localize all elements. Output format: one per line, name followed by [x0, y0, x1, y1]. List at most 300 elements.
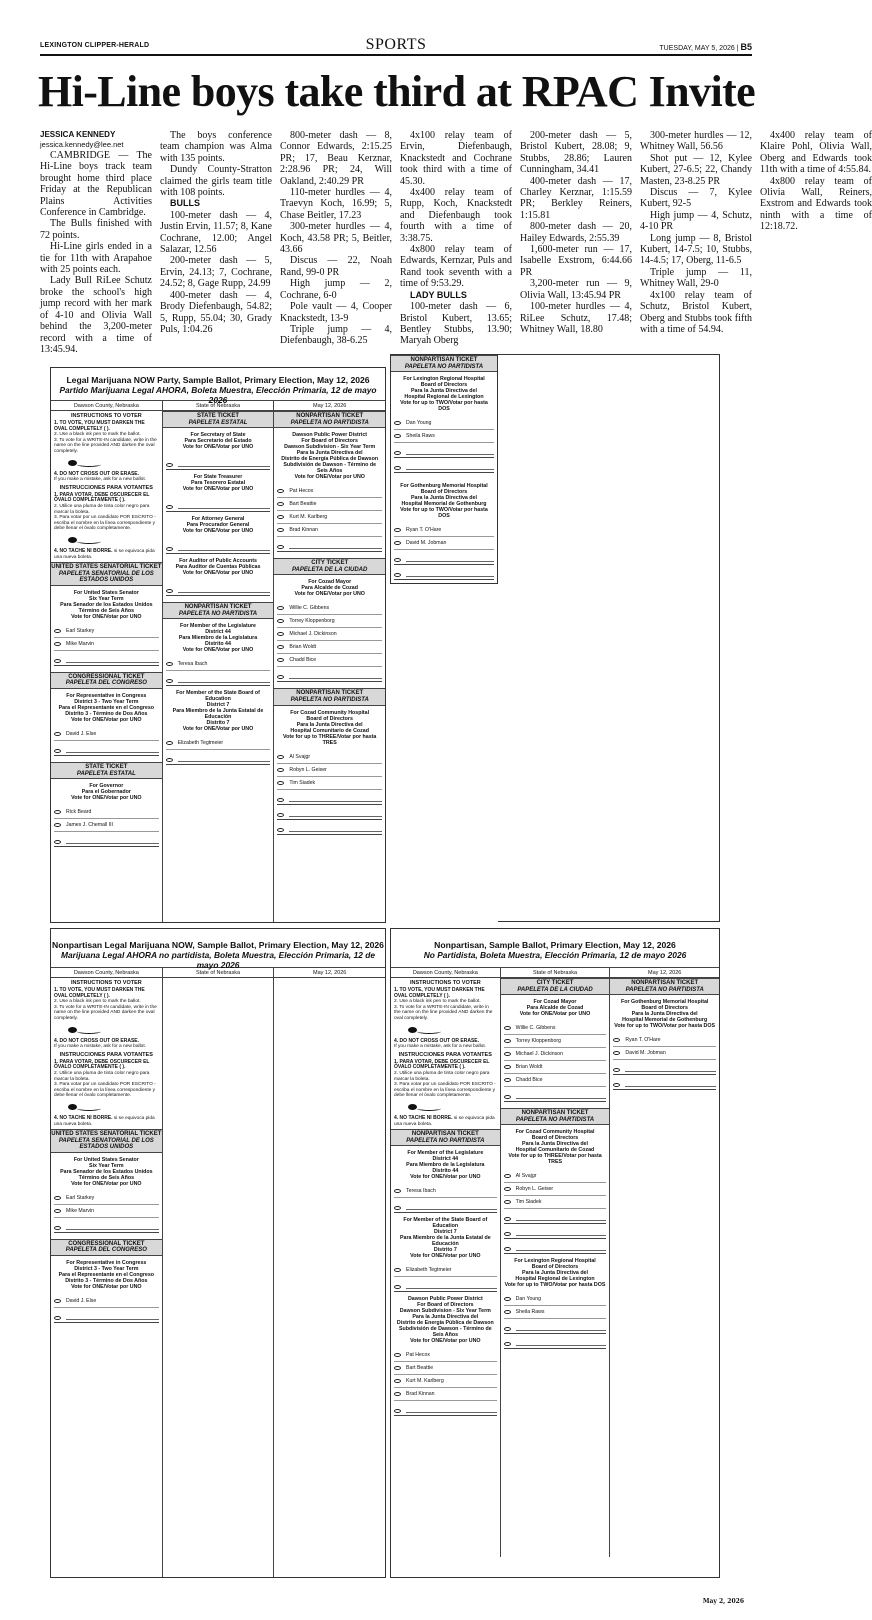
instruction-text: 4. DO NOT CROSS OUT OR ERASE. If you make a mistake, ask for a new ballot. — [54, 1037, 146, 1050]
write-in-line[interactable] — [54, 741, 159, 756]
ballot-continuation — [390, 354, 498, 584]
candidate-option[interactable] — [277, 777, 382, 790]
vote-oval-icon[interactable] — [394, 1392, 401, 1396]
ticket-header: NONPARTISAN TICKET PAPELETA NO PARTIDISTA — [501, 1108, 610, 1125]
office-heading: Dawson Public Power District For Board of Directors Dawson Subdivision - Six Year Term Para la Junta Directiva del Distrito de Energía Pública de Dawson Subdivisión de Dawson - Término de Seis Años Vote for ONE/Votar por UNO — [396, 1296, 494, 1345]
byline: JESSICA KENNEDY jessica.kennedy@lee.net — [40, 130, 124, 149]
subhead-boys: BULLS — [170, 198, 200, 209]
result-line: Triple jump — 11, Whitney Wall, 29-0 — [640, 266, 752, 290]
vote-oval-icon[interactable] — [394, 1366, 401, 1370]
vote-oval-icon[interactable] — [277, 545, 284, 549]
vote-oval-icon[interactable] — [277, 489, 284, 493]
candidate-name: Elizabeth Tegtmeier — [406, 1267, 452, 1274]
write-in-line[interactable] — [166, 497, 271, 512]
candidate-option[interactable] — [504, 1170, 607, 1183]
vote-oval-icon[interactable] — [277, 515, 284, 519]
vote-oval-icon[interactable] — [504, 1174, 511, 1178]
instruction-text: 4. NO TACHE NI BORRE. si se equivoca pida una nueva boleta. — [54, 1114, 155, 1127]
write-in-field[interactable] — [516, 1345, 607, 1346]
candidate-option[interactable] — [394, 537, 494, 550]
candidate-option[interactable] — [394, 417, 494, 430]
ballot-column — [51, 978, 162, 1577]
result-line: 4x400 relay team of Klaire Pohl, Olivia Wall, Oberg and Edwards took 11th with a time of 4:55.84. — [760, 130, 872, 176]
vote-oval-icon[interactable] — [54, 1299, 61, 1303]
instruction-text: 1. PARA VOTAR, DEBE OSCURECER EL ÓVALO COMPLETAMENTE ( ). 2. Utilice una pluma de tinta color negro para marcar la boleta. 3. Para votar por un candidato POR ESCRITO -escriba el nombre en la línea correspondiente y debe llenar el óvalo completamente. — [54, 491, 156, 532]
vote-oval-icon[interactable] — [166, 505, 173, 509]
office-heading: Dawson Public Power District For Board of Directors Dawson Subdivision - Six Year Term Para la Junta Directiva del Distrito de Energía Pública de Dawson Subdivisión de Dawson - Término de Seis Años Vote for ONE/Votar por UNO — [281, 432, 379, 481]
vote-oval-icon[interactable] — [504, 1078, 511, 1082]
paragraph: The Bulls finished with 72 points. — [40, 218, 152, 241]
candidate-option[interactable] — [504, 1183, 607, 1196]
vote-oval-icon[interactable] — [613, 1051, 620, 1055]
ballot-column — [162, 411, 274, 922]
write-in-field[interactable] — [625, 1086, 716, 1087]
vote-oval-icon[interactable] — [504, 1232, 511, 1236]
vote-oval-icon[interactable] — [504, 1095, 511, 1099]
article-body — [40, 130, 872, 358]
ballot-header-row: Dawson County, Nebraska State of Nebraska May 12, 2026 — [51, 400, 385, 411]
candidate-name: Kurt M. Karlberg — [289, 514, 328, 521]
candidate-option[interactable] — [504, 1074, 607, 1087]
candidate-option[interactable] — [54, 625, 159, 638]
candidate-option[interactable] — [394, 1388, 497, 1401]
write-in-field[interactable] — [178, 466, 271, 467]
candidate-option[interactable] — [54, 638, 159, 651]
candidate-name: Earl Starkey — [66, 627, 95, 634]
ticket-header: NONPARTISAN TICKET PAPELETA NO PARTIDISTA — [274, 688, 385, 705]
result-line: 4x400 relay team of Rupp, Koch, Knackstedt and Diefenbaugh took fourth with a time of 3:38.75. — [400, 187, 512, 244]
vote-oval-icon[interactable] — [394, 1189, 401, 1193]
instructions — [54, 980, 159, 1127]
vote-oval-icon[interactable] — [613, 1068, 620, 1072]
vote-oval-icon[interactable] — [613, 1083, 620, 1087]
vote-oval-icon[interactable] — [166, 741, 173, 745]
vote-oval-icon[interactable] — [504, 1217, 511, 1221]
ballot-title: Nonpartisan Legal Marijuana NOW, Sample Ballot, Primary Election, May 12, 2026 Marijuana Legal AHORA no partidista, Boleta Muestra, Elección Primaria, 12 de mayo 2026 — [52, 940, 384, 970]
candidate-name: Chadd Bice — [515, 1077, 543, 1084]
office-heading: For Lexington Regional Hospital Board of Directors Para la Junta Directiva del Hospital Regional de Lexington Vote for up to TWO/Votar por hasta DOS — [400, 376, 488, 413]
result-line: 300-meter hurdles — 4, Koch, 43.58 PR; 5, Beitler, 43.66 — [280, 221, 392, 256]
vote-oval-icon[interactable] — [277, 781, 284, 785]
write-in-line[interactable] — [394, 1277, 497, 1292]
result-line: 110-meter hurdles — 4, Traevyn Koch, 16.99; 5, Chase Beitler, 17.23 — [280, 187, 392, 221]
vote-oval-icon[interactable] — [54, 732, 61, 736]
candidate-option[interactable] — [504, 1306, 607, 1319]
candidate-option[interactable] — [504, 1196, 607, 1209]
vote-oval-icon[interactable] — [54, 1196, 61, 1200]
vote-oval-icon[interactable] — [504, 1052, 511, 1056]
write-in-field[interactable] — [406, 469, 494, 470]
office-heading: For Auditor of Public Accounts Para Auditor de Cuentas Públicas Vote for ONE/Votar por UNO — [175, 558, 261, 577]
vote-oval-icon[interactable] — [54, 1226, 61, 1230]
write-in-field[interactable] — [289, 801, 382, 802]
office-heading: For Governor Para el Gobernador Vote for ONE/Votar por UNO — [71, 783, 142, 802]
office-heading: For Secretary of State Para Secretario del Estado Vote for ONE/Votar por UNO — [182, 432, 254, 451]
write-in-field[interactable] — [289, 831, 382, 832]
candidate-name: Robyn L. Geiser — [515, 1186, 554, 1193]
candidate-name: Dan Young — [515, 1296, 542, 1303]
candidate-name: James J. Chemall III — [66, 822, 113, 829]
office-heading: For United States Senator Six Year Term Para Senador de los Estados Unidos Término de Seis Años Vote for ONE/Votar por UNO — [60, 1156, 153, 1187]
vote-oval-icon[interactable] — [166, 679, 173, 683]
ticket-header: NONPARTISAN TICKET PAPELETA NO PARTIDISTA — [610, 978, 719, 995]
write-in-field[interactable] — [406, 576, 494, 577]
write-in-line[interactable] — [166, 539, 271, 554]
candidate-option[interactable] — [277, 641, 382, 654]
paper-name: LEXINGTON CLIPPER-HERALD — [40, 42, 150, 49]
vote-oval-icon[interactable] — [54, 1209, 61, 1213]
write-in-line[interactable] — [394, 550, 494, 565]
office-heading: For Gothenburg Memorial Hospital Board of Directors Para la Junta Directiva del Hospital Memorial de Gothenburg Vote for up to TWO/Votar por hasta DOS — [614, 999, 716, 1030]
vote-oval-icon[interactable] — [166, 547, 173, 551]
write-in-line[interactable] — [54, 832, 159, 847]
office-heading: For Representative in Congress District 3 - Two Year Term Para el Representante en el Congreso Distrito 3 - Término de Dos Años Vote for ONE/Votar por UNO — [58, 693, 155, 724]
ticket-header: CITY TICKET PAPELETA DE LA CIUDAD — [274, 558, 385, 575]
candidate-option[interactable] — [613, 1047, 716, 1060]
instruction-text: 1. PARA VOTAR, DEBE OSCURECER EL ÓVALO COMPLETAMENTE ( ). 2. Utilice una pluma de tinta color negro para marcar la boleta. 3. Para votar por un candidato POR ESCRITO -escriba el nombre en la línea correspondiente y debe llenar el óvalo completamente. — [54, 1058, 156, 1099]
marking-example-icon — [408, 1101, 497, 1113]
result-line: 200-meter dash — 5, Ervin, 24.13; 7, Cochrane, 24.52; 8, Gage Rupp, 24.99 — [160, 255, 272, 290]
result-line: 4x100 relay team of Ervin, Diefenbaugh, Knackstedt and Cochrane took third with a time of 45.30. — [400, 130, 512, 187]
write-in-field[interactable] — [66, 1229, 159, 1230]
vote-oval-icon[interactable] — [277, 768, 284, 772]
write-in-line[interactable] — [613, 1075, 716, 1090]
write-in-field[interactable] — [516, 1250, 607, 1251]
candidate-option[interactable] — [54, 1205, 159, 1218]
instructions-heading-es: INSTRUCCIONES PARA VOTANTES — [59, 484, 153, 491]
candidate-option[interactable] — [166, 658, 271, 671]
write-in-line[interactable] — [504, 1209, 607, 1224]
office-heading: For Attorney General Para Procurador General Vote for ONE/Votar por UNO — [182, 516, 254, 535]
write-in-line[interactable] — [166, 581, 271, 596]
vote-oval-icon[interactable] — [166, 463, 173, 467]
vote-oval-icon[interactable] — [277, 632, 284, 636]
candidate-option[interactable] — [504, 1293, 607, 1306]
ballot-column — [51, 411, 162, 922]
ballot-legal-marijuana-party — [50, 367, 386, 923]
vote-oval-icon[interactable] — [54, 1316, 61, 1320]
write-in-field[interactable] — [516, 1235, 607, 1236]
candidate-option[interactable] — [277, 628, 382, 641]
ballot-column — [391, 978, 500, 1557]
marking-example-icon — [68, 534, 159, 546]
write-in-field[interactable] — [66, 1319, 159, 1320]
vote-oval-icon[interactable] — [54, 810, 61, 814]
vote-oval-icon[interactable] — [394, 466, 401, 470]
candidate-option[interactable] — [394, 1264, 497, 1277]
office-heading: For Cozad Community Hospital Board of Directors Para la Junta Directiva del Hospital Comunitario de Cozad Vote for up to THREE/Votar por hasta TRES — [508, 1129, 602, 1166]
write-in-line[interactable] — [504, 1239, 607, 1254]
vote-oval-icon[interactable] — [504, 1247, 511, 1251]
candidate-name: Brad Kinnan — [289, 527, 318, 534]
vote-oval-icon[interactable] — [277, 619, 284, 623]
candidate-name: David M. Jobman — [406, 540, 447, 547]
write-in-line[interactable] — [504, 1334, 607, 1349]
vote-oval-icon[interactable] — [504, 1026, 511, 1030]
write-in-field[interactable] — [178, 508, 271, 509]
write-in-field[interactable] — [178, 682, 271, 683]
write-in-line[interactable] — [277, 667, 382, 682]
vote-oval-icon[interactable] — [394, 1206, 401, 1210]
instructions — [54, 413, 159, 560]
candidate-option[interactable] — [394, 1185, 497, 1198]
vote-oval-icon[interactable] — [277, 645, 284, 649]
write-in-field[interactable] — [66, 752, 159, 753]
candidate-option[interactable] — [504, 1035, 607, 1048]
vote-oval-icon[interactable] — [277, 755, 284, 759]
candidate-name: Pat Hecox — [289, 488, 314, 495]
vote-oval-icon[interactable] — [504, 1200, 511, 1204]
vote-oval-icon[interactable] — [504, 1327, 511, 1331]
candidate-option[interactable] — [504, 1048, 607, 1061]
write-in-line[interactable] — [166, 455, 271, 470]
vote-oval-icon[interactable] — [394, 451, 401, 455]
candidate-option[interactable] — [277, 751, 382, 764]
office-heading: For State Treasurer Para Tesorero Estatal Vote for ONE/Votar por UNO — [182, 474, 254, 493]
vote-oval-icon[interactable] — [277, 502, 284, 506]
vote-oval-icon[interactable] — [504, 1342, 511, 1346]
vote-oval-icon[interactable] — [394, 541, 401, 545]
write-in-field[interactable] — [625, 1071, 716, 1072]
result-line: 100-meter hurdles — 4, RiLee Schutz, 17.48; Whitney Wall, 18.80 — [520, 301, 632, 335]
write-in-line[interactable] — [277, 790, 382, 805]
ballot-column — [273, 411, 385, 922]
write-in-line[interactable] — [504, 1224, 607, 1239]
instructions-heading: INSTRUCTIONS TO VOTER — [409, 980, 481, 986]
write-in-line[interactable] — [394, 443, 494, 458]
ticket-header: UNITED STATES SENATORIAL TICKET PAPELETA SENATORIAL DE LOS ESTADOS UNIDOS — [51, 562, 162, 586]
result-line: 4x100 relay team of Schutz, Bristol Kubert, Oberg and Stubbs took fifth with a time of 54.94. — [640, 289, 752, 335]
page-number: B5 — [740, 42, 752, 52]
candidate-option[interactable] — [394, 1362, 497, 1375]
result-line: High jump — 4, Schutz, 4-10 PR — [640, 209, 752, 233]
paragraph: The boys conference team champion was Alma with 135 points. — [160, 130, 272, 164]
candidate-option[interactable] — [277, 524, 382, 537]
result-line: 800-meter dash — 8, Connor Edwards, 2:15.25 PR; 17, Beau Kerznar, 2:28.96 PR; 24, Will Oakland, 2:40.29 PR — [280, 130, 392, 187]
ballot-header-row: Dawson County, Nebraska State of Nebraska May 12, 2026 — [51, 967, 385, 978]
vote-oval-icon[interactable] — [54, 629, 61, 633]
vote-oval-icon[interactable] — [613, 1038, 620, 1042]
vote-oval-icon[interactable] — [277, 675, 284, 679]
candidate-name: Robyn L. Geiser — [289, 766, 327, 773]
vote-oval-icon[interactable] — [166, 589, 173, 593]
candidate-name: Brian Woldt — [515, 1064, 543, 1071]
candidate-name: David J. Else — [66, 731, 97, 738]
office-heading: For United States Senator Six Year Term Para Senador de los Estados Unidos Término de Seis Años Vote for ONE/Votar por UNO — [60, 589, 153, 620]
candidate-option[interactable] — [394, 1349, 497, 1362]
vote-oval-icon[interactable] — [54, 749, 61, 753]
candidate-option[interactable] — [277, 615, 382, 628]
result-line: Discus — 22, Noah Rand, 99-0 PR — [280, 255, 392, 278]
vote-oval-icon[interactable] — [394, 528, 401, 532]
vote-oval-icon[interactable] — [277, 798, 284, 802]
vote-oval-icon[interactable] — [166, 662, 173, 666]
write-in-field[interactable] — [66, 662, 159, 663]
candidate-option[interactable] — [504, 1022, 607, 1035]
candidate-option[interactable] — [166, 737, 271, 750]
write-in-line[interactable] — [613, 1060, 716, 1075]
candidate-option[interactable] — [613, 1034, 716, 1047]
write-in-line[interactable] — [277, 537, 382, 552]
write-in-field[interactable] — [516, 1220, 607, 1221]
candidate-option[interactable] — [394, 1375, 497, 1388]
write-in-field[interactable] — [178, 550, 271, 551]
office-heading: For Cozad Community Hospital Board of Directors Para la Junta Directiva del Hospital Comunitario de Cozad Vote for up to THREE/Votar por hasta TRES — [282, 709, 377, 746]
vote-oval-icon[interactable] — [54, 642, 61, 646]
vote-oval-icon[interactable] — [394, 573, 401, 577]
vote-oval-icon[interactable] — [394, 1285, 401, 1289]
vote-oval-icon[interactable] — [394, 1379, 401, 1383]
candidate-option[interactable] — [54, 1192, 159, 1205]
issue-date: TUESDAY, MAY 5, 2026 | B5 — [659, 42, 752, 52]
result-line: 400-meter dash — 4, Brody Diefenbaugh, 54.82; 5, Rupp, 55.04; 30, Grady Puls, 1:04.26 — [160, 289, 272, 335]
candidate-option[interactable] — [504, 1061, 607, 1074]
candidate-option[interactable] — [277, 485, 382, 498]
candidate-option[interactable] — [54, 819, 159, 832]
write-in-field[interactable] — [406, 1209, 497, 1210]
candidate-option[interactable] — [277, 764, 382, 777]
ticket-header: CONGRESSIONAL TICKET PAPELETA DEL CONGRESO — [51, 1239, 162, 1256]
result-line: 4x800 relay team of Olivia Wall, Reiners, Exstrom and Edwards took ninth with a time of 12:18.72. — [760, 175, 872, 233]
write-in-line[interactable] — [54, 651, 159, 666]
write-in-field[interactable] — [516, 1330, 607, 1331]
vote-oval-icon[interactable] — [504, 1039, 511, 1043]
write-in-line[interactable] — [504, 1319, 607, 1334]
candidate-option[interactable] — [277, 498, 382, 511]
candidate-name: Willie C. Gibbens — [515, 1025, 556, 1032]
candidate-name: Earl Starkey — [66, 1194, 95, 1201]
result-line: 400-meter dash — 17, Charley Kerznar, 1:15.59 PR; Berkley Reiners, 1:15.81 — [520, 175, 632, 221]
write-in-line[interactable] — [54, 1308, 159, 1323]
candidate-name: Pat Hecox — [406, 1352, 430, 1359]
candidate-option[interactable] — [394, 430, 494, 443]
candidate-name: Teresa Ibach — [177, 661, 208, 668]
write-in-field[interactable] — [406, 1412, 497, 1413]
candidate-name: Michael J. Dickinson — [289, 631, 337, 638]
write-in-field[interactable] — [289, 678, 382, 679]
vote-oval-icon[interactable] — [504, 1065, 511, 1069]
vote-oval-icon[interactable] — [394, 1268, 401, 1272]
candidate-name: Bart Beattie — [406, 1365, 434, 1372]
write-in-field[interactable] — [289, 816, 382, 817]
write-in-field[interactable] — [178, 592, 271, 593]
ticket-header: CITY TICKET PAPELETA DE LA CIUDAD — [501, 978, 610, 995]
candidate-option[interactable] — [54, 1295, 159, 1308]
ballot-column — [609, 978, 719, 1557]
ballot-title: Nonpartisan, Sample Ballot, Primary Election, May 12, 2026 No Partidista, Boleta Muestra, Elección Primaria, 12 de mayo 2026 — [423, 940, 687, 960]
vote-oval-icon[interactable] — [277, 606, 284, 610]
result-line: 300-meter hurdles — 12, Whitney Wall, 56.56 — [640, 130, 752, 153]
headline: Hi-Line boys take third at RPAC Invite — [38, 67, 756, 116]
vote-oval-icon[interactable] — [394, 558, 401, 562]
vote-oval-icon[interactable] — [394, 434, 401, 438]
candidate-name: Willie C. Gibbens — [289, 605, 330, 612]
office-heading: For Cozad Mayor Para Alcalde de Cozad Vote for ONE/Votar por UNO — [519, 999, 591, 1018]
ballot-nonpartisan-marijuana — [50, 928, 386, 1578]
candidate-name: Kurt M. Karlberg — [406, 1378, 444, 1385]
instructions — [394, 980, 497, 1127]
result-line: 4x800 relay team of Edwards, Kernzar, Puls and Rand took seventh with a time of 9:53.29. — [400, 244, 512, 290]
ticket-header: CONGRESSIONAL TICKET PAPELETA DEL CONGRESO — [51, 672, 162, 689]
write-in-line[interactable] — [394, 458, 494, 473]
write-in-line[interactable] — [504, 1087, 607, 1102]
write-in-line[interactable] — [277, 805, 382, 820]
write-in-field[interactable] — [516, 1098, 607, 1099]
write-in-line[interactable] — [394, 1401, 497, 1416]
candidate-name: Tim Siadek — [515, 1199, 542, 1206]
ballot-header-row: Dawson County, Nebraska State of Nebraska May 12, 2026 — [391, 967, 719, 978]
instructions-heading-es: INSTRUCCIONES PARA VOTANTES — [59, 1051, 153, 1058]
ticket-header: NONPARTISAN TICKET PAPELETA NO PARTIDISTA — [391, 355, 497, 372]
candidate-name: Sheila Raws — [406, 433, 435, 440]
vote-oval-icon[interactable] — [394, 1409, 401, 1413]
vote-oval-icon[interactable] — [277, 658, 284, 662]
ballot-column — [500, 978, 610, 1557]
write-in-field[interactable] — [66, 843, 159, 844]
write-in-field[interactable] — [289, 548, 382, 549]
vote-oval-icon[interactable] — [277, 528, 284, 532]
marking-example-icon — [68, 457, 159, 469]
vote-oval-icon[interactable] — [277, 813, 284, 817]
ticket-header: STATE TICKET PAPELETA ESTATAL — [51, 762, 162, 779]
write-in-line[interactable] — [394, 565, 494, 580]
write-in-field[interactable] — [406, 561, 494, 562]
vote-oval-icon[interactable] — [277, 828, 284, 832]
candidate-name: Teresa Ibach — [406, 1188, 436, 1195]
section-name: SPORTS — [365, 36, 427, 53]
candidate-name: Mike Marvin — [66, 640, 94, 647]
paragraph: Lady Bull RiLee Schutz broke the school's high jump record with her mark of 4-10 and Olivia Wall behind the 3,200-meter record with a time of 13:45.94. — [40, 275, 152, 355]
vote-oval-icon[interactable] — [504, 1187, 511, 1191]
office-heading: For Gothenburg Memorial Hospital Board of Directors Para la Junta Directiva del Hospital Memorial de Gothenburg Vote for up to TWO/Votar por hasta DOS — [400, 483, 488, 520]
vote-oval-icon[interactable] — [394, 421, 401, 425]
ballot-column — [273, 978, 385, 1577]
vote-oval-icon[interactable] — [394, 1353, 401, 1357]
vote-oval-icon[interactable] — [54, 823, 61, 827]
instruction-text: 4. NO TACHE NI BORRE. si se equivoca pida una nueva boleta. — [54, 547, 155, 560]
write-in-line[interactable] — [394, 1198, 497, 1213]
write-in-field[interactable] — [178, 761, 271, 762]
ticket-header: NONPARTISAN TICKET PAPELETA NO PARTIDISTA — [163, 602, 274, 619]
candidate-option[interactable] — [277, 511, 382, 524]
vote-oval-icon[interactable] — [504, 1310, 511, 1314]
vote-oval-icon[interactable] — [54, 659, 61, 663]
write-in-line[interactable] — [166, 750, 271, 765]
masthead — [40, 36, 752, 56]
write-in-field[interactable] — [406, 1288, 497, 1289]
write-in-line[interactable] — [166, 671, 271, 686]
write-in-line[interactable] — [277, 820, 382, 835]
result-line: 200-meter dash — 5, Bristol Kubert, 28.08; 9, Stubbs, 28.86; Lauren Cunningham, 34.41 — [520, 130, 632, 176]
candidate-option[interactable] — [394, 524, 494, 537]
office-heading: For Member of the State Board of Education District 7 Para Miembro de la Junta Estatal de Educación Distrito 7 Vote for ONE/Votar por UNO — [172, 690, 264, 733]
vote-oval-icon[interactable] — [504, 1297, 511, 1301]
candidate-name: Brian Woldt — [289, 644, 317, 651]
candidate-option[interactable] — [54, 728, 159, 741]
write-in-line[interactable] — [54, 1218, 159, 1233]
candidate-name: Torrey Kloppenborg — [289, 618, 335, 625]
ballot-blank-area — [498, 354, 720, 922]
write-in-field[interactable] — [406, 454, 494, 455]
candidate-name: Dan Young — [406, 420, 432, 427]
candidate-option[interactable] — [277, 602, 382, 615]
candidate-option[interactable] — [277, 654, 382, 667]
instructions-heading: INSTRUCTIONS TO VOTER — [70, 413, 142, 419]
candidate-option[interactable] — [54, 806, 159, 819]
candidate-name: Rick Beard — [66, 809, 92, 816]
vote-oval-icon[interactable] — [166, 758, 173, 762]
vote-oval-icon[interactable] — [54, 840, 61, 844]
